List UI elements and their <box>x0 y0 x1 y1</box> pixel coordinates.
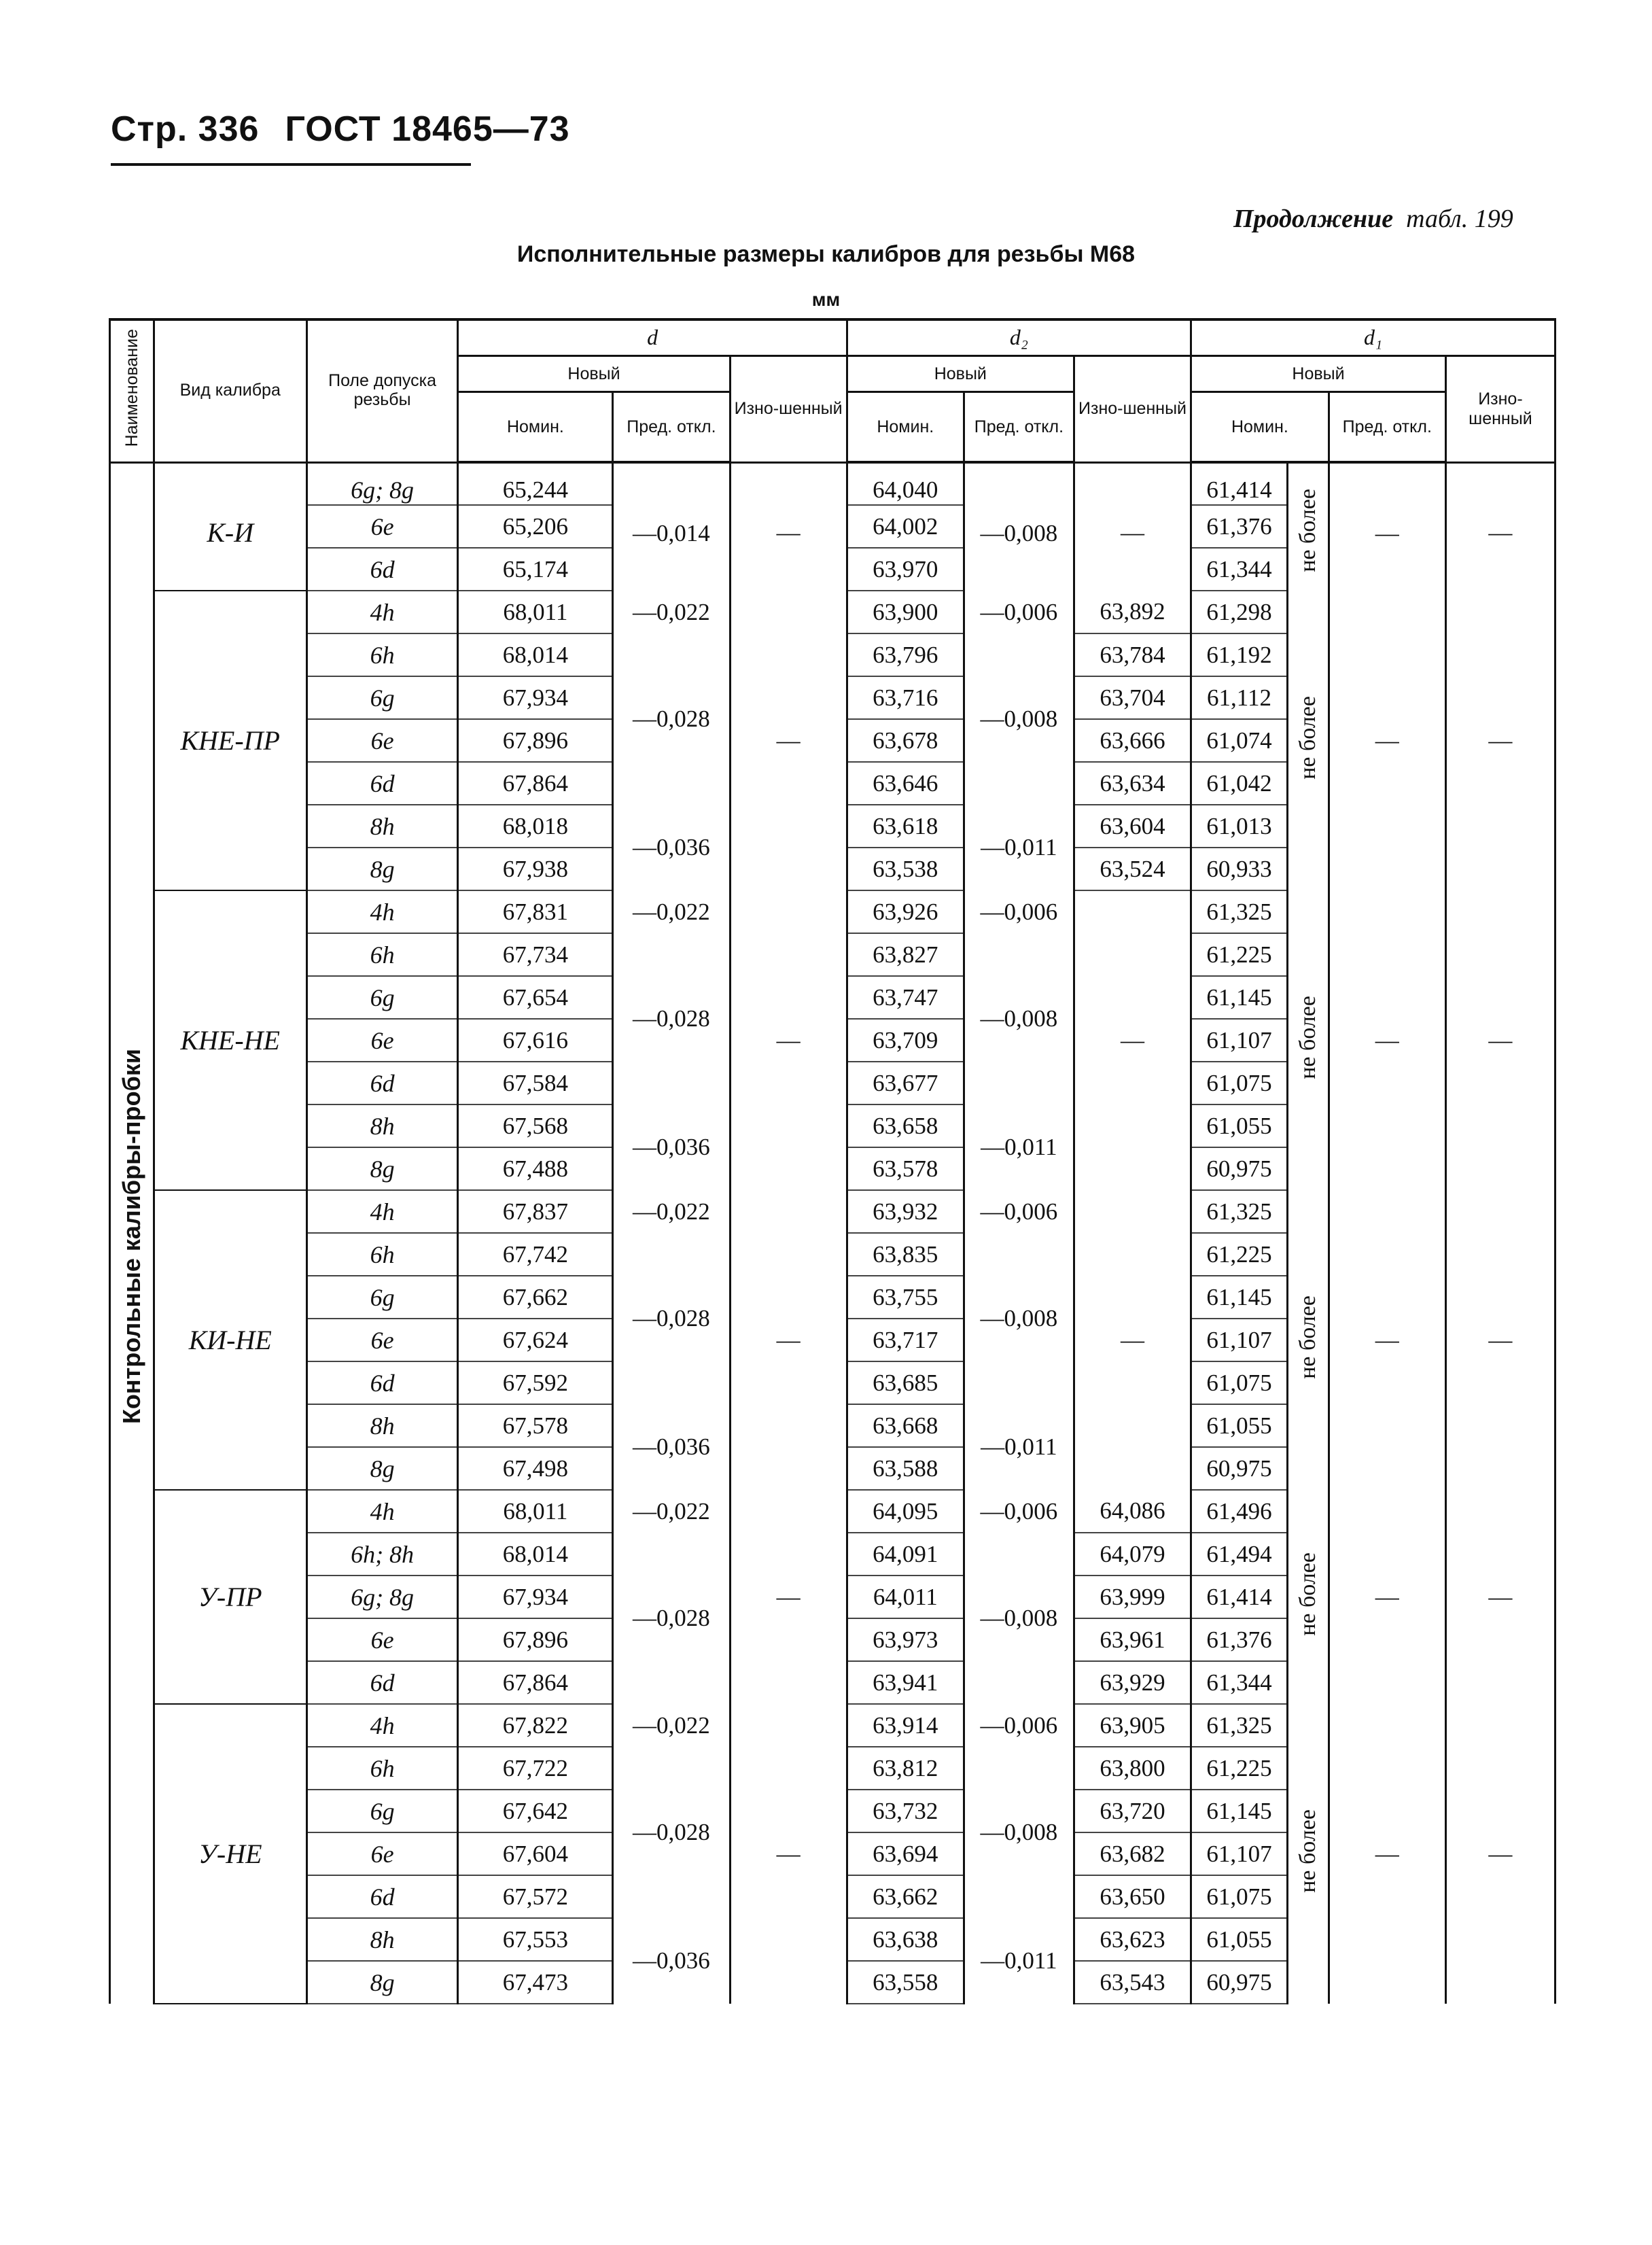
d1-nominal-cell: 61,055 <box>1191 1104 1288 1147</box>
d-nominal-cell: 67,734 <box>458 933 613 976</box>
d2-worn-cell: 63,905 <box>1074 1704 1191 1747</box>
d-nominal-cell: 68,011 <box>458 1490 613 1533</box>
kind-kne-pr: КНЕ-ПР <box>154 591 306 890</box>
field-cell: 6h <box>306 933 458 976</box>
d2-nominal-cell: 63,685 <box>847 1361 964 1404</box>
d1-limit-note: не более <box>1287 462 1329 591</box>
d1-nominal-cell: 61,145 <box>1191 976 1288 1019</box>
gauge-dimensions-table <box>109 319 1556 2004</box>
field-cell: 6e <box>306 505 458 548</box>
d2-nominal-cell: 63,932 <box>847 1190 964 1233</box>
field-cell: 6e <box>306 1319 458 1361</box>
d1-worn-cell: — <box>1445 462 1555 591</box>
d2-worn-cell: 63,634 <box>1074 762 1191 805</box>
d2-worn-cell: 63,623 <box>1074 1918 1191 1961</box>
page-header <box>111 109 596 150</box>
d2-dev-header: Пред. откл. <box>964 392 1074 463</box>
d1-nominal-cell: 60,975 <box>1191 1447 1288 1490</box>
d-nominal-cell: 67,822 <box>458 1704 613 1747</box>
d1-nominal-cell: 61,414 <box>1191 1576 1288 1618</box>
d-worn-cell: — <box>730 462 847 591</box>
d-nominal-cell: 67,934 <box>458 1576 613 1618</box>
d1-nominal-cell: 61,075 <box>1191 1361 1288 1404</box>
d1-dev-cell: — <box>1329 1490 1445 1704</box>
d-dev-cell: —0,036 <box>613 1918 730 2004</box>
col-kind-header: Вид калибра <box>154 319 306 462</box>
d2-nominal-cell: 63,827 <box>847 933 964 976</box>
d2-nominal-cell: 64,040 <box>847 462 964 505</box>
table-row <box>110 462 1556 505</box>
table-row <box>110 890 1556 933</box>
d-worn-cell: — <box>730 591 847 890</box>
kind-u-ne: У-НЕ <box>154 1704 306 2004</box>
d2-dev-cell: —0,011 <box>964 1104 1074 1190</box>
d-nominal-cell: 68,011 <box>458 591 613 633</box>
field-cell: 6h <box>306 1233 458 1276</box>
d2-dev-cell: —0,006 <box>964 1704 1074 1747</box>
d-nominal-cell: 68,014 <box>458 633 613 676</box>
field-cell: 6e <box>306 1618 458 1661</box>
d-nominal-cell: 67,938 <box>458 848 613 890</box>
table-row <box>110 591 1556 633</box>
d2-nominal-cell: 63,716 <box>847 676 964 719</box>
d-nominal-cell: 67,584 <box>458 1062 613 1104</box>
d2-worn-cell: 63,704 <box>1074 676 1191 719</box>
d-nominal-cell: 67,572 <box>458 1875 613 1918</box>
field-cell: 6h <box>306 633 458 676</box>
kind-k-i: К-И <box>154 462 306 591</box>
field-cell: 6h; 8h <box>306 1533 458 1576</box>
d2-nominal-cell: 64,095 <box>847 1490 964 1533</box>
col-field-header: Поле допуска резьбы <box>306 319 458 462</box>
d2-worn-cell: 63,666 <box>1074 719 1191 762</box>
d-dev-cell: —0,028 <box>613 1747 730 1918</box>
d2-nominal-cell: 63,900 <box>847 591 964 633</box>
col-d2-header: d₂ <box>847 319 1191 356</box>
d-dev-cell: —0,036 <box>613 805 730 890</box>
d1-nominal-cell: 60,975 <box>1191 1147 1288 1190</box>
d2-nominal-cell: 63,970 <box>847 548 964 591</box>
table-title: Исполнительные размеры калибров для резьбы М68 <box>516 241 1136 267</box>
d-nominal-cell: 67,592 <box>458 1361 613 1404</box>
d-worn-cell: — <box>730 890 847 1190</box>
d1-nominal-cell: 61,112 <box>1191 676 1288 719</box>
table-row <box>110 1190 1556 1233</box>
d2-nominal-cell: 63,538 <box>847 848 964 890</box>
d-nominal-cell: 67,662 <box>458 1276 613 1319</box>
d1-nominal-cell: 61,496 <box>1191 1490 1288 1533</box>
d2-nominal-cell: 64,011 <box>847 1576 964 1618</box>
d2-dev-cell: —0,011 <box>964 1918 1074 2004</box>
d2-dev-cell: —0,011 <box>964 1404 1074 1490</box>
d2-worn-cell: 63,604 <box>1074 805 1191 848</box>
kind-kne-ne: КНЕ-НЕ <box>154 890 306 1190</box>
d2-nominal-cell: 63,926 <box>847 890 964 933</box>
d2-nominal-cell: 63,835 <box>847 1233 964 1276</box>
d-nominal-cell: 67,864 <box>458 1661 613 1704</box>
d2-worn-cell: 63,720 <box>1074 1790 1191 1832</box>
field-cell: 4h <box>306 890 458 933</box>
page-number: Стр. 336 <box>111 109 260 149</box>
d2-dev-cell: —0,008 <box>964 1747 1074 1918</box>
d2-worn-cell: 64,086 <box>1074 1490 1191 1533</box>
d2-dev-cell: —0,006 <box>964 1190 1074 1233</box>
d2-nominal-cell: 63,755 <box>847 1276 964 1319</box>
d2-nominal-cell: 63,812 <box>847 1747 964 1790</box>
d-nominal-cell: 67,604 <box>458 1832 613 1875</box>
d1-nominal-cell: 61,107 <box>1191 1319 1288 1361</box>
d1-nominal-cell: 61,042 <box>1191 762 1288 805</box>
d-dev-cell: —0,022 <box>613 1704 730 1747</box>
field-cell: 4h <box>306 1490 458 1533</box>
d-dev-cell: —0,022 <box>613 591 730 633</box>
d1-limit-note: не более <box>1287 890 1329 1190</box>
table-unit: мм <box>811 289 841 310</box>
d-dev-cell: —0,022 <box>613 890 730 933</box>
table-row <box>110 1704 1556 1747</box>
d2-worn-cell: 63,524 <box>1074 848 1191 890</box>
d1-nominal-cell: 60,975 <box>1191 1961 1288 2004</box>
d2-nominal-cell: 63,941 <box>847 1661 964 1704</box>
d1-dev-header: Пред. откл. <box>1329 392 1445 463</box>
col-d1-header: d₁ <box>1191 319 1556 356</box>
d2-dev-cell: —0,008 <box>964 1533 1074 1704</box>
d1-dev-cell: — <box>1329 890 1445 1190</box>
field-cell: 6g; 8g <box>306 462 458 505</box>
d-worn-header: Изно-шенный <box>730 356 847 463</box>
field-cell: 8h <box>306 1104 458 1147</box>
field-cell: 6e <box>306 1832 458 1875</box>
d2-dev-cell: —0,006 <box>964 890 1074 933</box>
d2-nominal-cell: 63,578 <box>847 1147 964 1190</box>
d-nominal-cell: 67,722 <box>458 1747 613 1790</box>
d2-worn-cell: 63,682 <box>1074 1832 1191 1875</box>
d1-nominal-cell: 61,325 <box>1191 890 1288 933</box>
d2-worn-cell: 63,800 <box>1074 1747 1191 1790</box>
d1-nominal-cell: 61,225 <box>1191 1233 1288 1276</box>
d2-nominal-cell: 63,618 <box>847 805 964 848</box>
d-nominal-cell: 67,568 <box>458 1104 613 1147</box>
d-dev-cell: —0,028 <box>613 1233 730 1404</box>
field-cell: 8g <box>306 848 458 890</box>
continuation-note <box>1233 204 1513 234</box>
d1-limit-note: не более <box>1287 1704 1329 2004</box>
d1-nominal-cell: 60,933 <box>1191 848 1288 890</box>
d2-nominal-header: Номин. <box>847 392 964 463</box>
field-cell: 8g <box>306 1147 458 1190</box>
d-nominal-cell: 67,654 <box>458 976 613 1019</box>
field-cell: 6e <box>306 1019 458 1062</box>
d2-nominal-cell: 63,588 <box>847 1447 964 1490</box>
d-dev-cell: —0,022 <box>613 1190 730 1233</box>
d2-worn-cell: — <box>1074 890 1191 1190</box>
d-nominal-cell: 67,488 <box>458 1147 613 1190</box>
d2-nominal-cell: 63,717 <box>847 1319 964 1361</box>
d1-worn-cell: — <box>1445 890 1555 1190</box>
d1-nominal-cell: 61,225 <box>1191 1747 1288 1790</box>
d-nominal-cell: 65,174 <box>458 548 613 591</box>
d-dev-cell: —0,022 <box>613 1490 730 1533</box>
d-dev-cell: —0,028 <box>613 933 730 1104</box>
d-worn-cell: — <box>730 1490 847 1704</box>
d2-nominal-cell: 63,732 <box>847 1790 964 1832</box>
d-nominal-cell: 65,244 <box>458 462 613 505</box>
d2-nominal-cell: 63,914 <box>847 1704 964 1747</box>
d2-worn-header: Изно-шенный <box>1074 356 1191 463</box>
d1-nominal-cell: 61,376 <box>1191 505 1288 548</box>
d-nominal-cell: 67,742 <box>458 1233 613 1276</box>
d-nominal-cell: 67,578 <box>458 1404 613 1447</box>
field-cell: 6g <box>306 976 458 1019</box>
d1-nominal-cell: 61,055 <box>1191 1404 1288 1447</box>
field-cell: 6g; 8g <box>306 1576 458 1618</box>
d1-nominal-header: Номин. <box>1191 392 1329 463</box>
d2-nominal-cell: 63,668 <box>847 1404 964 1447</box>
field-cell: 8h <box>306 1404 458 1447</box>
col-d-header: d <box>458 319 847 356</box>
d2-nominal-cell: 63,973 <box>847 1618 964 1661</box>
d1-dev-cell: — <box>1329 591 1445 890</box>
d1-nominal-cell: 61,298 <box>1191 591 1288 633</box>
d-worn-cell: — <box>730 1704 847 2004</box>
d1-limit-note: не более <box>1287 1190 1329 1490</box>
d-dev-cell: —0,028 <box>613 1533 730 1704</box>
d2-dev-cell: —0,008 <box>964 633 1074 805</box>
d2-worn-cell: 63,784 <box>1074 633 1191 676</box>
field-cell: 4h <box>306 1704 458 1747</box>
d-worn-cell: — <box>730 1190 847 1490</box>
kind-u-pr: У-ПР <box>154 1490 306 1704</box>
field-cell: 8g <box>306 1447 458 1490</box>
table-reference: табл. 199 <box>1406 205 1513 233</box>
header-rule <box>111 163 471 166</box>
d1-nominal-cell: 61,494 <box>1191 1533 1288 1576</box>
d1-nominal-cell: 61,192 <box>1191 633 1288 676</box>
d-dev-cell: —0,036 <box>613 1404 730 1490</box>
d1-nominal-cell: 61,055 <box>1191 1918 1288 1961</box>
d1-limit-note: не более <box>1287 1490 1329 1704</box>
col-name-header: Наименование <box>110 319 154 462</box>
d2-dev-cell: —0,011 <box>964 805 1074 890</box>
field-cell: 8g <box>306 1961 458 2004</box>
d1-nominal-cell: 61,107 <box>1191 1019 1288 1062</box>
d1-nominal-cell: 61,225 <box>1191 933 1288 976</box>
d2-nominal-cell: 63,678 <box>847 719 964 762</box>
d-nominal-cell: 68,014 <box>458 1533 613 1576</box>
continuation-word: Продолжение <box>1233 205 1394 233</box>
field-cell: 6d <box>306 1361 458 1404</box>
d2-worn-cell: 63,961 <box>1074 1618 1191 1661</box>
field-cell: 6g <box>306 1790 458 1832</box>
field-cell: 6d <box>306 1062 458 1104</box>
d-new-header: Новый <box>458 356 730 392</box>
d1-worn-cell: — <box>1445 1190 1555 1490</box>
field-cell: 4h <box>306 591 458 633</box>
d1-limit-note: не более <box>1287 591 1329 890</box>
kind-ki-ne: КИ-НЕ <box>154 1190 306 1490</box>
d2-nominal-cell: 63,638 <box>847 1918 964 1961</box>
d-dev-cell: —0,036 <box>613 1104 730 1190</box>
field-cell: 6d <box>306 1661 458 1704</box>
field-cell: 6d <box>306 1875 458 1918</box>
d1-nominal-cell: 61,075 <box>1191 1062 1288 1104</box>
standard-code: ГОСТ 18465—73 <box>285 109 570 149</box>
d2-nominal-cell: 63,558 <box>847 1961 964 2004</box>
d-nominal-cell: 67,553 <box>458 1918 613 1961</box>
d2-worn-cell: 64,079 <box>1074 1533 1191 1576</box>
d1-nominal-cell: 61,107 <box>1191 1832 1288 1875</box>
field-cell: 6h <box>306 1747 458 1790</box>
d2-nominal-cell: 63,677 <box>847 1062 964 1104</box>
d2-nominal-cell: 63,709 <box>847 1019 964 1062</box>
d2-worn-cell: — <box>1074 462 1191 591</box>
field-cell: 6d <box>306 762 458 805</box>
d-nominal-cell: 67,624 <box>458 1319 613 1361</box>
d2-nominal-cell: 63,796 <box>847 633 964 676</box>
d2-worn-cell: 63,999 <box>1074 1576 1191 1618</box>
d2-nominal-cell: 64,002 <box>847 505 964 548</box>
d2-nominal-cell: 63,658 <box>847 1104 964 1147</box>
d1-worn-cell: — <box>1445 1704 1555 2004</box>
d1-nominal-cell: 61,013 <box>1191 805 1288 848</box>
field-cell: 6e <box>306 719 458 762</box>
d-dev-cell: —0,028 <box>613 633 730 805</box>
d1-dev-cell: — <box>1329 1704 1445 2004</box>
d1-dev-cell: — <box>1329 462 1445 591</box>
field-cell: 6g <box>306 1276 458 1319</box>
d-nominal-cell: 67,831 <box>458 890 613 933</box>
d-nominal-cell: 67,934 <box>458 676 613 719</box>
field-cell: 4h <box>306 1190 458 1233</box>
d2-dev-cell: —0,008 <box>964 1233 1074 1404</box>
d2-worn-cell: — <box>1074 1190 1191 1490</box>
d-nominal-cell: 67,498 <box>458 1447 613 1490</box>
d-nominal-cell: 67,864 <box>458 762 613 805</box>
d1-worn-cell: — <box>1445 1490 1555 1704</box>
group-label: Контрольные калибры-пробки <box>110 462 154 2004</box>
d-nominal-header: Номин. <box>458 392 613 463</box>
d-dev-cell: —0,014 <box>613 462 730 591</box>
d1-nominal-cell: 61,414 <box>1191 462 1288 505</box>
d2-dev-cell: —0,006 <box>964 591 1074 633</box>
d1-nominal-cell: 61,325 <box>1191 1704 1288 1747</box>
field-cell: 6g <box>306 676 458 719</box>
d2-dev-cell: —0,008 <box>964 462 1074 591</box>
d1-nominal-cell: 61,145 <box>1191 1790 1288 1832</box>
d2-worn-cell: 63,650 <box>1074 1875 1191 1918</box>
d1-new-header: Новый <box>1191 356 1446 392</box>
field-cell: 6d <box>306 548 458 591</box>
d1-nominal-cell: 61,145 <box>1191 1276 1288 1319</box>
d2-nominal-cell: 64,091 <box>847 1533 964 1576</box>
d1-nominal-cell: 61,074 <box>1191 719 1288 762</box>
field-cell: 8h <box>306 805 458 848</box>
d2-new-header: Новый <box>847 356 1074 392</box>
d2-worn-cell: 63,929 <box>1074 1661 1191 1704</box>
d-nominal-cell: 67,837 <box>458 1190 613 1233</box>
d1-worn-cell: — <box>1445 591 1555 890</box>
d-nominal-cell: 67,473 <box>458 1961 613 2004</box>
d2-nominal-cell: 63,694 <box>847 1832 964 1875</box>
d-nominal-cell: 65,206 <box>458 505 613 548</box>
d2-nominal-cell: 63,747 <box>847 976 964 1019</box>
field-cell: 8h <box>306 1918 458 1961</box>
d1-nominal-cell: 61,376 <box>1191 1618 1288 1661</box>
d1-nominal-cell: 61,325 <box>1191 1190 1288 1233</box>
d-nominal-cell: 67,896 <box>458 719 613 762</box>
d2-nominal-cell: 63,662 <box>847 1875 964 1918</box>
d1-nominal-cell: 61,075 <box>1191 1875 1288 1918</box>
d2-worn-cell: 63,892 <box>1074 591 1191 633</box>
d-nominal-cell: 67,642 <box>458 1790 613 1832</box>
d-nominal-cell: 67,616 <box>458 1019 613 1062</box>
d-nominal-cell: 68,018 <box>458 805 613 848</box>
d1-worn-header: Изно-шенный <box>1445 356 1555 463</box>
d2-nominal-cell: 63,646 <box>847 762 964 805</box>
d-dev-header: Пред. откл. <box>613 392 730 463</box>
d1-dev-cell: — <box>1329 1190 1445 1490</box>
d-nominal-cell: 67,896 <box>458 1618 613 1661</box>
d1-nominal-cell: 61,344 <box>1191 548 1288 591</box>
d1-nominal-cell: 61,344 <box>1191 1661 1288 1704</box>
table-row <box>110 1490 1556 1533</box>
d2-dev-cell: —0,008 <box>964 933 1074 1104</box>
d2-dev-cell: —0,006 <box>964 1490 1074 1533</box>
d2-worn-cell: 63,543 <box>1074 1961 1191 2004</box>
